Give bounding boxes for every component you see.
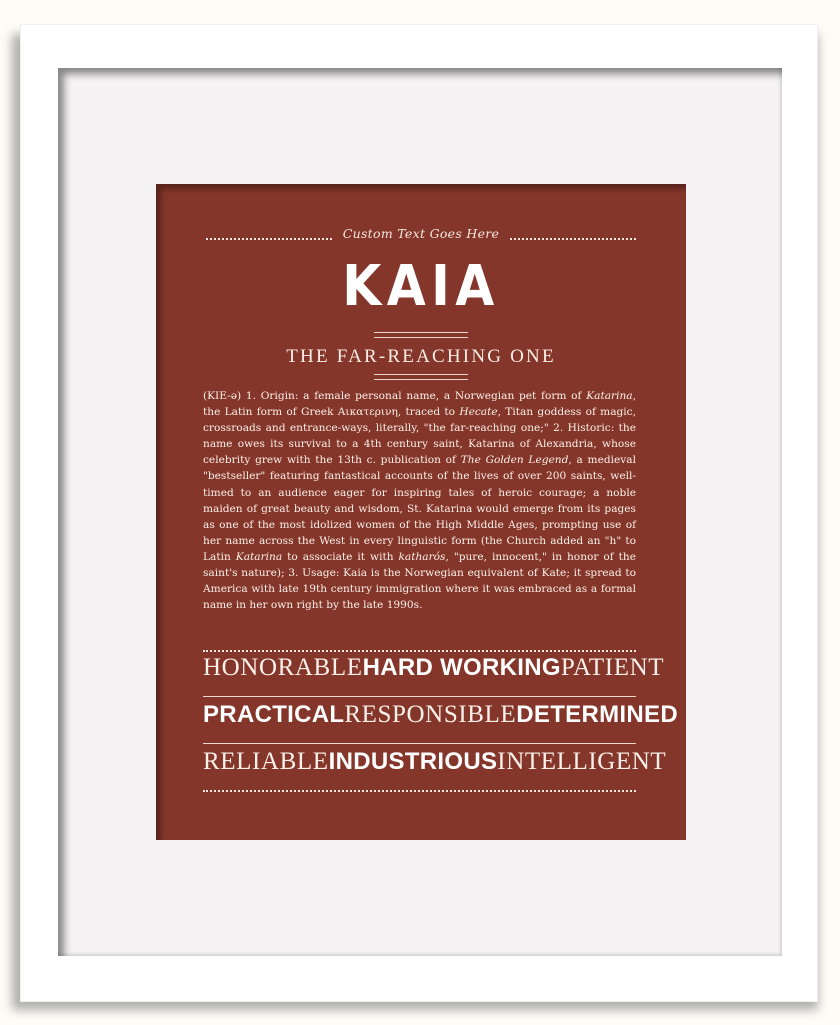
traits-row-1: [203, 654, 665, 692]
mat-board: [58, 68, 782, 956]
name-title: KAIA: [342, 254, 500, 319]
trait: DETERMINED: [516, 701, 678, 728]
trait: HONORABLE: [203, 654, 363, 681]
name-underline-2: [374, 337, 468, 338]
traits-divider-2: [203, 743, 636, 744]
name-print: [156, 184, 686, 840]
traits-top-dotted-rule: [203, 650, 636, 652]
name-meaning: THE FAR-REACHING ONE: [286, 346, 556, 367]
traits-row-2: [203, 701, 678, 739]
name-underline-1: [374, 332, 468, 333]
trait: INTELLIGENT: [497, 748, 667, 775]
custom-text: Custom Text Goes Here: [342, 226, 500, 241]
meaning-underline-1: [374, 374, 468, 375]
traits-row-3: [203, 748, 667, 786]
meaning-underline-2: [374, 379, 468, 380]
trait: HARD WORKING: [362, 654, 561, 681]
trait: PATIENT: [560, 654, 665, 681]
trait: PRACTICAL: [203, 701, 345, 728]
trait: RESPONSIBLE: [344, 701, 517, 728]
picture-frame: [20, 24, 818, 1002]
trait: RELIABLE: [203, 748, 329, 775]
trait: INDUSTRIOUS: [328, 748, 498, 775]
traits-divider-1: [203, 696, 636, 697]
traits-bottom-dotted-rule: [203, 790, 636, 792]
name-definition: (KIE-ə) 1. Origin: a female personal name, a Norwegian pet form of Katarina, the Latin form of Greek Αικατερινη, traced to Hecate, Titan goddess of magic, crossroads and entrance-ways, literally, "the far-reaching one;" 2. Historic: the name owes its survival to a 4th century saint, Katarina of Alexandria, whose celebrity grew with the 13th c. publication of The Golden Legend, a medieval "bestseller" featuring fantastical accounts of the lives of over 200 saints, well-timed to an audience eager for inspiring tales of heroic courage; a noble maiden of great beauty and wisdom, St. Katarina would emerge from its pages as one of the most idolized women of the High Middle Ages, prompting use of her name across the West in every linguistic form (the Church added an "h" to Latin Katarina to associate it with katharós, "pure, innocent," in honor of the saint's nature); 3. Usage: Kaia is the Norwegian equivalent of Kate; it spread to America with late 19th century immigration where it was embraced as a formal name in her own right by the late 1990s.: [203, 390, 637, 612]
